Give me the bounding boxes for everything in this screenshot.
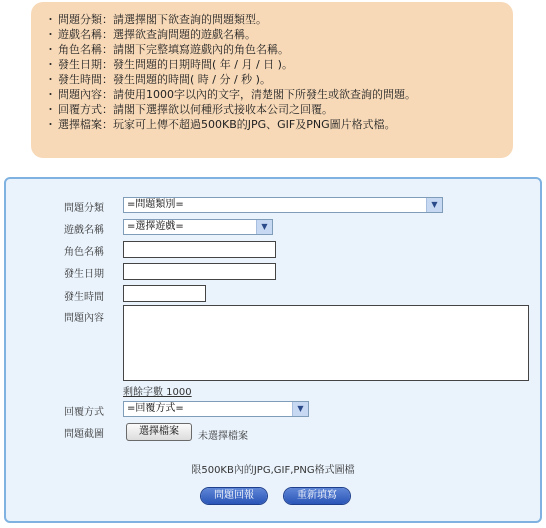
chevron-down-icon: ▼ [292, 402, 308, 416]
remaining-characters: 剩餘字數 1000 [123, 387, 192, 398]
date-label: 發生日期 [64, 269, 104, 280]
report-form [4, 177, 542, 523]
instruction-item: ・ 發生日期：發生問題的日期時間( 年 / 月 / 日 )。 [45, 58, 293, 71]
category-select-value: =問題類別= [127, 199, 184, 210]
game-select-value: =選擇遊戲= [127, 221, 184, 232]
submit-button[interactable]: 問題回報 [201, 488, 267, 504]
category-select[interactable] [123, 197, 443, 213]
game-select[interactable] [123, 219, 273, 235]
instruction-item: ・ 遊戲名稱：選擇欲查詢問題的遊戲名稱。 [45, 28, 256, 41]
instruction-item: ・ 問題內容：請使用1000字以內的文字，清楚閣下所發生或欲查詢的問題。 [45, 88, 416, 101]
file-limit-note: 限500KB內的JPG,GIF,PNG格式圖檔 [191, 465, 355, 476]
instruction-item: ・ 問題分類：請選擇閣下欲查詢的問題類型。 [45, 13, 267, 26]
category-label: 問題分類 [64, 203, 104, 214]
chevron-down-icon: ▼ [426, 198, 442, 212]
no-file-text: 未選擇檔案 [198, 431, 248, 442]
instructions-box [31, 2, 513, 158]
reply-select[interactable] [123, 401, 309, 417]
reply-label: 回覆方式 [64, 407, 104, 418]
instruction-item: ・ 選擇檔案：玩家可上傳不超過500KB的JPG、GIF及PNG圖片格式檔。 [45, 118, 396, 131]
instruction-item: ・ 角色名稱：請閣下完整填寫遊戲內的角色名稱。 [45, 43, 289, 56]
content-textarea[interactable] [123, 305, 529, 381]
date-input[interactable] [123, 263, 276, 280]
time-input[interactable] [123, 285, 206, 302]
character-label: 角色名稱 [64, 247, 104, 258]
reply-select-value: =回覆方式= [127, 403, 184, 414]
reset-button[interactable]: 重新填寫 [284, 488, 350, 504]
time-label: 發生時間 [64, 292, 104, 303]
instruction-item: ・ 回覆方式：請閣下選擇欲以何種形式接收本公司之回覆。 [45, 103, 333, 116]
choose-file-button[interactable]: 選擇檔案 [126, 423, 192, 441]
game-label: 遊戲名稱 [64, 225, 104, 236]
instruction-item: ・ 發生時間：發生問題的時間( 時 / 分 / 秒 )。 [45, 73, 271, 86]
screenshot-label: 問題截圖 [64, 429, 104, 440]
content-label: 問題內容 [64, 313, 104, 324]
chevron-down-icon: ▼ [256, 220, 272, 234]
character-input[interactable] [123, 241, 276, 258]
